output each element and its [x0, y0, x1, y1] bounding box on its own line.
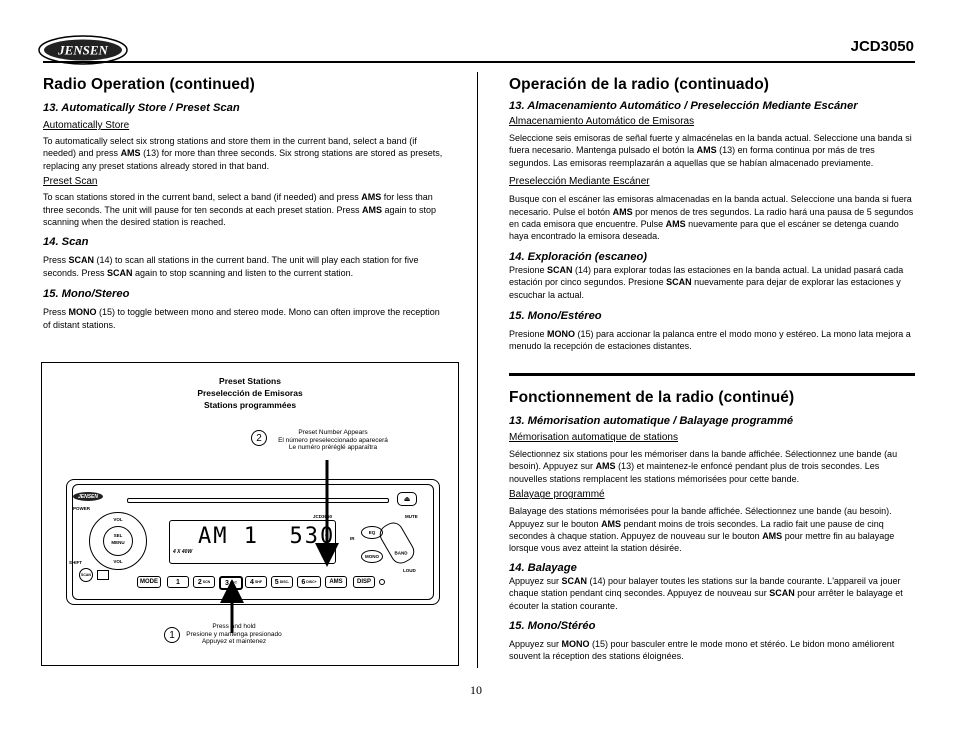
- model-number: JCD3050: [850, 38, 914, 55]
- english-column: [43, 72, 445, 331]
- shift-label: SHIFT: [69, 560, 82, 565]
- paragraph-auto-store-en: To automatically select six strong stations and store them in the current band, select a band (if needed) and press AMS (13) for more than three seconds. Six strong stations are stored as presets, replacing any preset stations already stored in that band.: [43, 136, 443, 171]
- paragraph-preset-scan-en: To scan stations stored in the current band, select a band (if needed) and press AMS for less than three seconds. The unit will pause for ten seconds at each preset station. Press AMS again to stop scanning when the desired station is reached.: [43, 192, 437, 228]
- preset-2-button[interactable]: 2 SCN: [193, 576, 215, 588]
- ams-button[interactable]: AMS: [325, 576, 347, 588]
- band-rocker[interactable]: BAND: [376, 519, 418, 567]
- mute-label: MUTE: [405, 514, 418, 519]
- paragraph-auto-store-fr: Sélectionnez six stations pour les mémoriser dans la bande affichée. Sélectionnez une bande (au besoin). Appuyez sur AMS (13) et maintenez-le enfoncé pendant plus de trois secondes. Les nouvelles stations remplacent les stations mémorisées pour cette bande.: [509, 449, 898, 484]
- paragraph-scan-es: Presione SCAN (14) para explorar todas las estaciones en la banda actual. La unidad pasará cada estación por cinco segundos. Presione SCAN nuevamente para dejar de explorar las estaciones y escuchar la actual.: [509, 264, 904, 300]
- callout-1-badge: 1: [164, 627, 180, 643]
- french-section-rule: [509, 373, 915, 376]
- heading-15-es: 15. Mono/Estéreo: [509, 310, 602, 323]
- page-number: 10: [470, 683, 482, 697]
- lcd-frequency: AM 1 530: [198, 524, 336, 549]
- paragraph-scan-fr: Appuyez sur SCAN (14) pour balayer toutes les stations sur la bande courante. L'appareil va jouer chaque station pendant cinq secondes. Appuyez de nouveau sur SCAN pour arrêter le balayage et écouter la station courante.: [509, 575, 903, 611]
- paragraph-auto-store-es: Seleccione seis emisoras de señal fuerte y almacénelas en la banda actual. Seleccione una banda si fuera necesario. Mantenga pulsado el botón la AMS (13) en forma continua por más de tres segundos. Las emisoras reemplazarán a aquellas que se habían almacenado previamente.: [509, 133, 912, 168]
- callout-2-text: Preset Number Appears El número preseleccionado aparecerá Le numéro préréglé apparaîtra: [278, 429, 388, 451]
- ir-label: IR: [350, 536, 355, 541]
- lcd-preset-number: 3: [321, 547, 328, 560]
- power-label: POWER: [73, 506, 91, 511]
- unit-logo: JENSEN: [73, 492, 103, 501]
- unit-model-label: JCD3050: [313, 514, 333, 519]
- subheading-preset-scan-es: Preselección Mediante Escáner: [509, 176, 650, 188]
- heading-14-fr: 14. Balayage: [509, 561, 577, 574]
- paragraph-preset-scan-es: Busque con el escáner las emisoras almacenadas en la banda actual. Seleccione una banda si fuera necesario. Pulse el botón AMS por menos de tres segundos. La radio hará una pausa de 5 segundos en cada emisora que encuentre. Pulse AMS nuevamente para que el escáner se detenga cuando haya encontrado la emisora deseada.: [509, 194, 914, 242]
- column-divider: [477, 72, 478, 668]
- watts-label: 4 X 40W: [173, 549, 193, 555]
- preset-6-button[interactable]: 6 DISC+: [297, 576, 321, 588]
- paragraph-mono-en: Press MONO (15) to toggle between mono and stereo mode. Mono can often improve the reception of distant stations.: [43, 307, 440, 330]
- preset-3-button[interactable]: 3 RPT: [219, 576, 243, 590]
- subheading-preset-scan-en: Preset Scan: [43, 176, 98, 188]
- preset-4-button[interactable]: 4 SHF: [245, 576, 267, 588]
- eject-icon[interactable]: ⏏: [397, 492, 417, 506]
- subheading-auto-store-es: Almacenamiento Automático de Emisoras: [509, 116, 695, 127]
- heading-13-es: 13. Almacenamiento Automático / Preselección Mediante Escáner: [509, 100, 858, 112]
- subheading-preset-scan-fr: Balayage programmé: [509, 489, 605, 501]
- volume-knob[interactable]: SEL MENU VOL VOL: [89, 512, 147, 570]
- paragraph-mono-es: Presione MONO (15) para accionar la palanca entre el modo mono y estéreo. La mono lata mejora a menudo la recepción de estaciones distantes.: [509, 329, 911, 352]
- logo-text: JENSEN: [58, 42, 108, 58]
- preset-stations-figure: [41, 362, 459, 666]
- vol-down-label: VOL: [113, 559, 123, 564]
- callout-2-badge: 2: [251, 430, 267, 446]
- callout-arrows: [42, 363, 458, 665]
- preset-1-button[interactable]: 1: [167, 576, 189, 588]
- heading-14-es: 14. Exploración (escaneo): [509, 250, 648, 263]
- mode-button[interactable]: MODE: [137, 576, 161, 588]
- loud-label: LOUD: [403, 568, 416, 573]
- heading-13-fr: 13. Mémorisation automatique / Balayage programmé: [509, 415, 794, 427]
- figure-title: Preset Stations Preselección de Emisoras Stations programmées: [197, 376, 303, 410]
- paragraph-scan-en: Press SCAN (14) to scan all stations in the current band. The unit will play each station for five seconds. Press SCAN again to stop scanning and listen to the current station.: [43, 255, 419, 278]
- heading-14-en: 14. Scan: [43, 236, 89, 249]
- paragraph-mono-fr: Appuyez sur MONO (15) pour basculer entre le mode mono et stéréo. Le bidon mono améliorent souvent la réception des stations éloignées.: [509, 639, 895, 662]
- french-column: [509, 389, 915, 663]
- subheading-auto-store-fr: Mémorisation automatique de stations: [509, 432, 678, 443]
- scan-button[interactable]: SCAN: [79, 568, 93, 582]
- header-rule: [43, 61, 915, 63]
- preset-5-button[interactable]: 5 DISC-: [271, 576, 293, 588]
- subheading-auto-store-en: Automatically Store: [43, 120, 130, 131]
- heading-15-fr: 15. Mono/Stéréo: [509, 620, 596, 633]
- heading-15-en: 15. Mono/Stereo: [43, 288, 130, 301]
- section-title-en: Radio Operation (continued): [43, 76, 255, 93]
- spanish-french-column: [509, 72, 915, 353]
- disp-button[interactable]: DISP: [353, 576, 375, 588]
- heading-13-en: 13. Automatically Store / Preset Scan: [43, 102, 240, 114]
- mono-button[interactable]: MONO: [361, 550, 383, 563]
- section-title-fr: Fonctionnement de la radio (continué): [509, 389, 795, 406]
- section-title-es: Operación de la radio (continuado): [509, 76, 770, 93]
- paragraph-preset-scan-fr: Balayage des stations mémorisées pour la bande affichée. Sélectionnez une bande (au besoin). Appuyez sur le bouton AMS pendant moins de trois secondes. La radio fait une pause de cinq secondes à chaque station. Appuyez de nouveau sur le bouton AMS pour mettre fin au balayage lorsque vous avez atteint la station désirée.: [509, 506, 895, 554]
- eq-button[interactable]: EQ: [361, 526, 383, 539]
- callout-1-text: Press and hold Presione y mantenga presionado Appuyez et maintenez: [186, 623, 282, 645]
